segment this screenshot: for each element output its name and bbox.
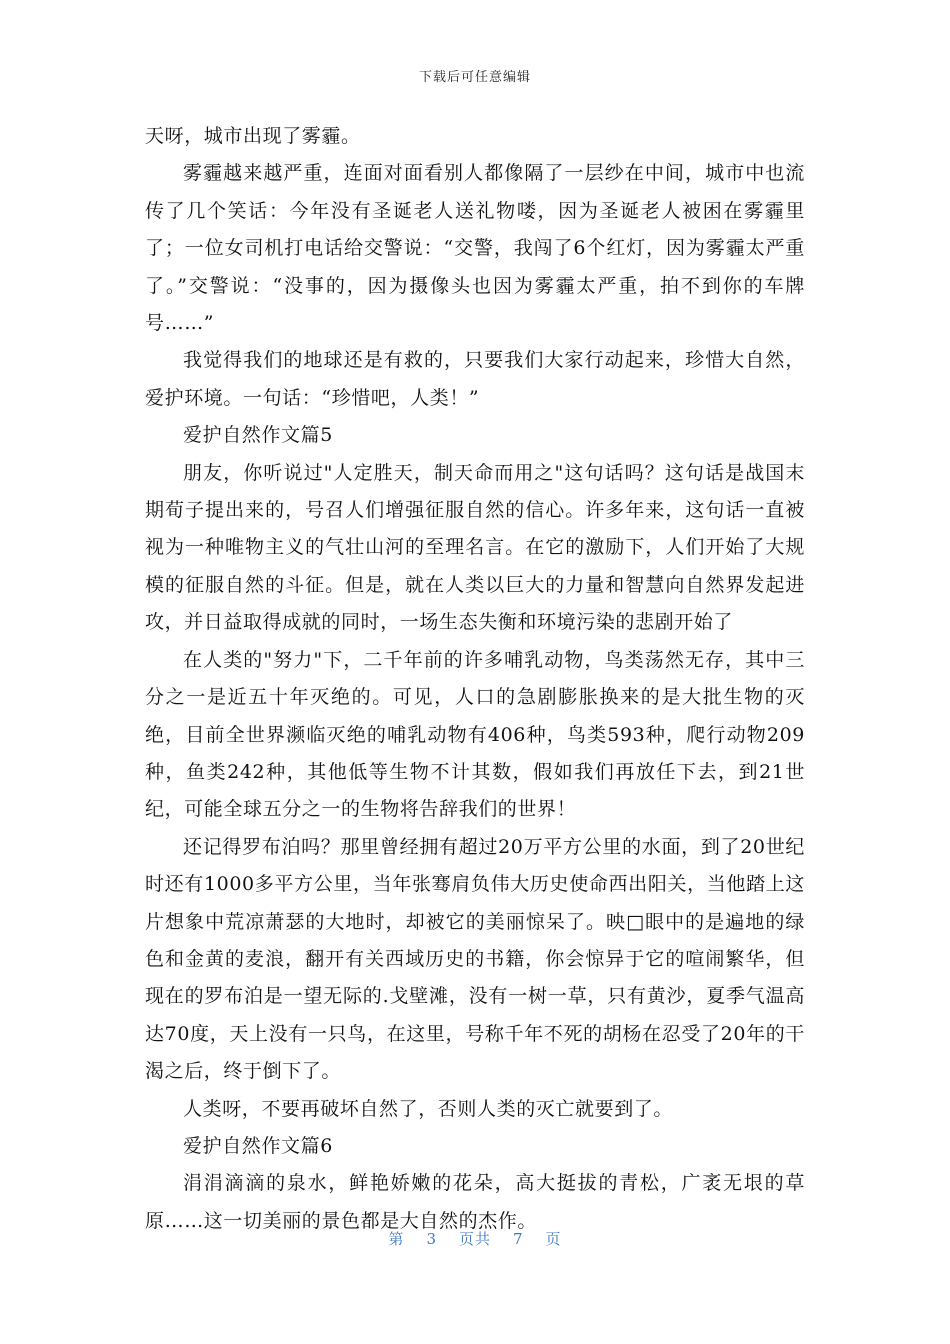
paragraph: 天呀，城市出现了雾霾。 <box>145 125 361 147</box>
section-heading: 爱护自然作文篇5 <box>183 424 333 447</box>
document-body <box>145 118 805 1240</box>
footer-label-end: 页 <box>545 1230 562 1248</box>
footer-label-of: 页共 <box>458 1230 491 1248</box>
paragraph: 人类呀，不要再破坏自然了，否则人类的灭亡就要到了。 <box>183 1097 674 1120</box>
paragraph: 涓涓滴滴的泉水，鲜艳娇嫩的花朵，高大挺拔的青松，广袤无垠的草原……这一切美丽的景色都是大自然的杰作。 <box>145 1172 805 1232</box>
paragraph: 朋友，你听说过"人定胜天，制天命而用之"这句话吗？这句话是战国末期荀子提出来的，号召人们增强征服自然的信心。许多年来，这句话一直被视为一种唯物主义的气壮山河的至理名言。在它的激励下，人们开始了大规模的征服自然的斗征。但是，就在人类以巨大的力量和智慧向自然界发起进攻，并日益取得成就的同时，一场生态失衡和环境污染的悲剧开始了 <box>145 461 805 634</box>
total-pages-number: 7 <box>513 1230 524 1248</box>
paragraph: 还记得罗布泊吗？那里曾经拥有超过20万平方公里的水面，到了20世纪时还有1000多平方公里，当年张骞肩负伟大历史使命西出阳关，当他踏上这片想象中荒凉萧瑟的大地时，却被它的美丽惊呆了。映□眼中的是遍地的绿色和金黄的麦浪，翻开有关西域历史的书籍，你会惊异于它的喧闹繁华，但现在的罗布泊是一望无际的.戈壁滩，没有一树一草，只有黄沙，夏季气温高达70度，天上没有一只鸟，在这里，号称千年不死的胡杨在忍受了20年的干渴之后，终于倒下了。 <box>145 835 805 1083</box>
footer-label-page: 第 <box>388 1230 405 1248</box>
page-header: 下载后可任意编辑 <box>418 70 531 85</box>
page-footer <box>0 1228 950 1249</box>
current-page-number: 3 <box>426 1230 437 1248</box>
section-heading: 爱护自然作文篇6 <box>183 1134 333 1157</box>
paragraph: 我觉得我们的地球还是有救的，只要我们大家行动起来，珍惜大自然，爱护环境。一句话：“珍惜吧，人类！” <box>145 349 805 409</box>
paragraph: 雾霾越来越严重，连面对面看别人都像隔了一层纱在中间，城市中也流传了几个笑话：今年没有圣诞老人送礼物喽，因为圣诞老人被困在雾霾里了；一位女司机打电话给交警说：“交警，我闯了6个红灯，因为雾霾太严重了。”交警说：“没事的，因为摄像头也因为雾霾太严重，拍不到你的车牌号……” <box>145 162 805 335</box>
paragraph: 在人类的"努力"下，二千年前的许多哺乳动物，鸟类荡然无存，其中三分之一是近五十年灭绝的。可见，人口的急剧膨胀换来的是大批生物的灭绝，目前全世界濒临灭绝的哺乳动物有406种，鸟类593种，爬行动物209种，鱼类242种，其他低等生物不计其数，假如我们再放任下去，到21世纪，可能全球五分之一的生物将告辞我们的世界！ <box>145 648 805 821</box>
